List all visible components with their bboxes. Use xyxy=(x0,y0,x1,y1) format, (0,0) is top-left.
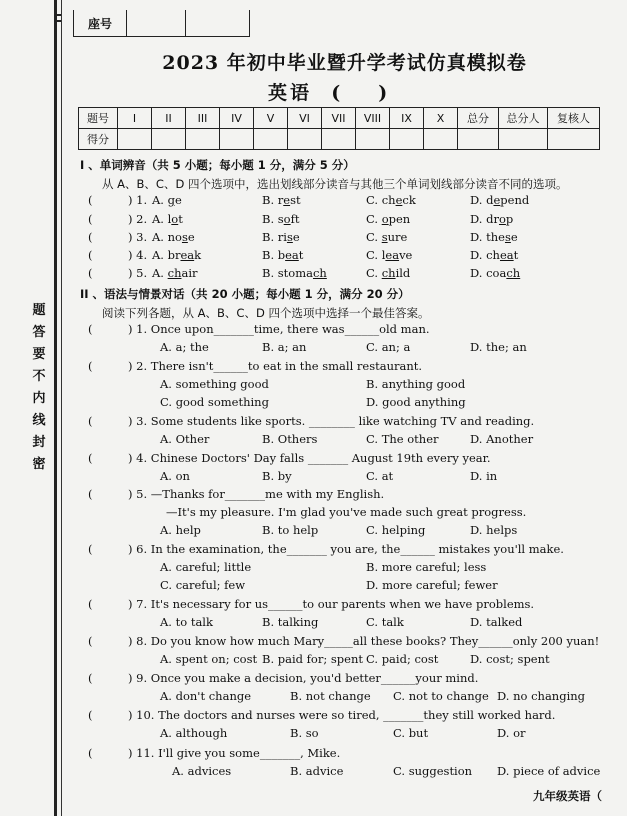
option-b: B. talking xyxy=(262,615,319,629)
mcq-question xyxy=(0,597,627,615)
option-prefix: A. br xyxy=(152,248,181,262)
seal-char: 密 xyxy=(32,457,46,472)
option-b: B. a; an xyxy=(262,340,307,354)
mcq-question xyxy=(0,322,627,340)
question-stem: ) 4. Chinese Doctors' Day falls _______ August 19th every year. xyxy=(128,451,491,465)
option-d xyxy=(470,212,513,226)
option-c: C. suggestion xyxy=(393,764,473,778)
options-row xyxy=(0,652,627,670)
option-suffix: ure xyxy=(387,230,408,244)
option-prefix: C. xyxy=(366,212,382,226)
header-cell: 总分 xyxy=(458,108,499,129)
underlined-letters: s xyxy=(286,230,293,244)
option-b: B. Others xyxy=(262,432,318,446)
options-row xyxy=(0,395,627,413)
option-suffix: st xyxy=(290,193,301,207)
mcq-question xyxy=(0,451,627,469)
option-prefix: D. coa xyxy=(470,266,507,280)
answer-paren: ( xyxy=(88,212,93,226)
option-suffix: ild xyxy=(395,266,411,280)
option-d: D. Another xyxy=(470,432,534,446)
header-cell: III xyxy=(186,108,220,129)
option-b: B. not change xyxy=(290,689,371,703)
option-a: A. spent on; cost xyxy=(160,652,258,666)
option-a: A. don't change xyxy=(160,689,252,703)
header-cell: I xyxy=(118,108,152,129)
option-a: A. to talk xyxy=(160,615,213,629)
seal-char: 题 xyxy=(32,303,46,318)
score-cell xyxy=(118,129,152,150)
options-row xyxy=(0,432,627,450)
option-d: D. cost; spent xyxy=(470,652,550,666)
question-stem: ) 9. Once you make a decision, you'd better______your mind. xyxy=(128,671,479,685)
option-c: C. but xyxy=(393,726,429,740)
option-prefix: D. ch xyxy=(470,248,500,262)
option-prefix: A. l xyxy=(152,212,172,226)
option-suffix: ft xyxy=(290,212,300,226)
header-cell: 复核人 xyxy=(548,108,600,129)
seal-char: 内 xyxy=(32,391,46,406)
answer-paren: ( xyxy=(88,451,93,465)
answer-paren: ( xyxy=(88,487,93,501)
option-prefix: C. l xyxy=(366,248,386,262)
underlined-letters: e xyxy=(493,193,501,207)
option-suffix: p xyxy=(505,212,514,226)
options-row xyxy=(0,469,627,487)
option-d: D. more careful; fewer xyxy=(366,578,498,592)
option-c xyxy=(366,230,407,244)
answer-paren: ( xyxy=(88,597,93,611)
score-cell xyxy=(424,129,458,150)
phonics-question xyxy=(0,212,627,230)
underlined-letters: e xyxy=(283,193,291,207)
part2-instruction: 阅读下列各题，从 A、B、C、D 四个选项中选择一个最佳答案。 xyxy=(102,306,430,320)
question-number: ) 4. xyxy=(128,248,148,262)
question-stem2: —It's my pleasure. I'm glad you've made such great progress. xyxy=(166,505,527,519)
header-cell: X xyxy=(424,108,458,129)
question-stem: ) 11. I'll give you some_______, Mike. xyxy=(128,746,341,760)
question-stem: ) 6. In the examination, the_______ you are, the______ mistakes you'll make. xyxy=(128,542,564,556)
question-stem: ) 8. Do you know how much Mary_____all these books? They______only 200 yuan! xyxy=(128,634,600,648)
header-cell: 题号 xyxy=(79,108,118,129)
options-row xyxy=(0,764,627,782)
option-d: D. no changing xyxy=(497,689,586,703)
score-cell xyxy=(322,129,356,150)
option-b: B. advice xyxy=(290,764,344,778)
question-stem: ) 3. Some students like sports. ________ like watching TV and reading. xyxy=(128,414,535,428)
underlined-letters: ch xyxy=(381,266,396,280)
option-c xyxy=(366,212,410,226)
answer-paren: ( xyxy=(88,634,93,648)
mcq-question xyxy=(0,708,627,726)
question-number: ) 2. xyxy=(128,212,148,226)
score-value-row xyxy=(79,129,600,150)
option-b xyxy=(262,230,300,244)
score-label-cell: 得分 xyxy=(79,129,118,150)
option-c: C. careful; few xyxy=(160,578,246,592)
option-d: D. piece of advice xyxy=(497,764,601,778)
mcq-question xyxy=(0,671,627,689)
option-a: A. Other xyxy=(160,432,210,446)
score-cell xyxy=(499,129,548,150)
answer-paren: ( xyxy=(88,322,93,336)
header-cell: VI xyxy=(288,108,322,129)
header-cell: IV xyxy=(220,108,254,129)
phonics-question xyxy=(0,248,627,266)
option-d: D. talked xyxy=(470,615,523,629)
option-a xyxy=(152,230,195,244)
option-prefix: A. xyxy=(152,193,168,207)
underlined-letters: s xyxy=(504,230,511,244)
option-a xyxy=(152,248,201,262)
header-cell: V xyxy=(254,108,288,129)
seal-char: 答 xyxy=(32,325,46,340)
option-c: C. at xyxy=(366,469,394,483)
option-suffix: e xyxy=(292,230,300,244)
option-d xyxy=(470,266,520,280)
option-prefix: B. stoma xyxy=(262,266,313,280)
question-stem: ) 2. There isn't______to eat in the small restaurant. xyxy=(128,359,423,373)
part1-instruction: 从 A、B、C、D 四个选项中，选出划线部分读音与其他三个单词划线部分读音不同的选项。 xyxy=(102,177,568,191)
option-a: A. advices xyxy=(172,764,232,778)
option-d: D. or xyxy=(497,726,526,740)
question-number: ) 1. xyxy=(128,193,148,207)
option-c: C. an; a xyxy=(366,340,411,354)
mcq-question xyxy=(0,746,627,764)
options-row xyxy=(0,523,627,541)
option-prefix: A. no xyxy=(152,230,182,244)
exam-title: 2023 年初中毕业暨升学考试仿真模拟卷 xyxy=(162,52,527,74)
question-number: ) 5. xyxy=(128,266,148,280)
option-b: B. to help xyxy=(262,523,319,537)
mcq-question xyxy=(0,487,627,505)
header-cell: IX xyxy=(390,108,424,129)
option-a: A. a; the xyxy=(160,340,209,354)
option-c xyxy=(366,248,412,262)
answer-paren: ( xyxy=(88,266,93,280)
option-suffix: e xyxy=(187,230,195,244)
score-cell xyxy=(186,129,220,150)
option-a: A. although xyxy=(160,726,228,740)
option-b xyxy=(262,212,300,226)
seal-char: 线 xyxy=(32,413,46,428)
score-header-row xyxy=(79,108,600,129)
option-suffix: ck xyxy=(402,193,416,207)
options-row xyxy=(0,377,627,395)
subject-paren: ( ) xyxy=(331,82,388,104)
option-c: C. The other xyxy=(366,432,439,446)
underlined-letters: ea xyxy=(285,248,299,262)
question-stem: ) 1. Once upon_______time, there was______old man. xyxy=(128,322,430,336)
option-suffix: k xyxy=(194,248,202,262)
option-c: C. good something xyxy=(160,395,269,409)
underlined-letters: ch xyxy=(312,266,327,280)
score-cell xyxy=(152,129,186,150)
answer-paren: ( xyxy=(88,248,93,262)
option-suffix: t xyxy=(178,212,183,226)
binding-mark xyxy=(55,20,61,22)
option-c xyxy=(366,266,410,280)
option-suffix: t xyxy=(298,248,304,262)
option-suffix: t xyxy=(513,248,519,262)
option-c: C. paid; cost xyxy=(366,652,439,666)
underlined-letters: e xyxy=(395,193,403,207)
underlined-letters: ch xyxy=(506,266,521,280)
answer-paren: ( xyxy=(88,708,93,722)
option-c: C. not to change xyxy=(393,689,489,703)
underlined-letters: ea xyxy=(499,248,514,262)
score-cell xyxy=(356,129,390,150)
underlined-letters: o xyxy=(381,212,389,226)
answer-paren: ( xyxy=(88,746,93,760)
question-stem: ) 10. The doctors and nurses were so tired, _______they still worked hard. xyxy=(128,708,556,722)
option-prefix: B. b xyxy=(262,248,286,262)
underlined-letters: ea xyxy=(180,248,195,262)
underlined-letters: g xyxy=(167,193,175,207)
score-cell xyxy=(288,129,322,150)
seal-char: 不 xyxy=(32,369,46,384)
score-cell xyxy=(220,129,254,150)
option-a: A. help xyxy=(160,523,201,537)
score-cell xyxy=(390,129,424,150)
option-prefix: D. d xyxy=(470,193,494,207)
header-cell: VII xyxy=(322,108,356,129)
header-cell: II xyxy=(152,108,186,129)
option-prefix: D. dr xyxy=(470,212,499,226)
question-stem: ) 7. It's necessary for us______to our parents when we have problems. xyxy=(128,597,535,611)
options-row xyxy=(0,615,627,633)
option-b xyxy=(262,248,303,262)
score-cell xyxy=(458,129,499,150)
underlined-letters: s xyxy=(381,230,388,244)
option-prefix: B. ri xyxy=(262,230,287,244)
mcq-question xyxy=(0,542,627,560)
option-c: C. talk xyxy=(366,615,404,629)
options-row xyxy=(0,560,627,578)
option-b: B. anything good xyxy=(366,377,466,391)
option-b xyxy=(262,193,301,207)
exam-subject xyxy=(268,78,387,105)
seal-char: 封 xyxy=(32,435,46,450)
option-b: B. so xyxy=(290,726,319,740)
score-cell xyxy=(254,129,288,150)
header-cell: VIII xyxy=(356,108,390,129)
answer-paren: ( xyxy=(88,414,93,428)
option-suffix: air xyxy=(181,266,198,280)
option-b xyxy=(262,266,327,280)
seat-cell xyxy=(186,10,244,36)
option-c: C. helping xyxy=(366,523,426,537)
mcq-question xyxy=(0,634,627,652)
answer-paren: ( xyxy=(88,359,93,373)
answer-paren: ( xyxy=(88,230,93,244)
seat-cell xyxy=(127,10,186,36)
option-d: D. in xyxy=(470,469,498,483)
option-b: B. paid for; spent xyxy=(262,652,363,666)
underlined-letters: o xyxy=(171,212,179,226)
score-cell xyxy=(548,129,600,150)
option-prefix: B. s xyxy=(262,212,284,226)
phonics-question xyxy=(0,193,627,211)
underlined-letters: o xyxy=(498,212,506,226)
phonics-question xyxy=(0,230,627,248)
option-b: B. more careful; less xyxy=(366,560,487,574)
question-stem: ) 5. —Thanks for_______me with my English. xyxy=(128,487,385,501)
answer-paren: ( xyxy=(88,193,93,207)
option-d: D. helps xyxy=(470,523,518,537)
option-a xyxy=(152,266,198,280)
seat-number-box xyxy=(73,10,250,37)
options-row xyxy=(0,578,627,596)
option-a xyxy=(152,212,183,226)
options-row xyxy=(0,689,627,707)
option-suffix: pen xyxy=(388,212,411,226)
option-a xyxy=(152,193,182,207)
option-d xyxy=(470,230,518,244)
seat-label: 座号 xyxy=(74,10,127,36)
options-row xyxy=(0,340,627,358)
option-d xyxy=(470,248,518,262)
binding-mark xyxy=(55,14,61,16)
option-prefix: C. xyxy=(366,266,382,280)
option-c xyxy=(366,193,416,207)
option-prefix: C. xyxy=(366,230,382,244)
option-b: B. by xyxy=(262,469,292,483)
score-table xyxy=(78,107,600,150)
option-d: D. good anything xyxy=(366,395,466,409)
option-suffix: pend xyxy=(500,193,530,207)
phonics-question xyxy=(0,266,627,284)
option-d xyxy=(470,193,529,207)
option-a: A. something good xyxy=(160,377,269,391)
header-cell: 总分人 xyxy=(499,108,548,129)
option-a: A. careful; little xyxy=(160,560,252,574)
underlined-letters: ch xyxy=(167,266,182,280)
underlined-letters: ea xyxy=(385,248,400,262)
subject-name: 英语 xyxy=(268,82,313,104)
question-number: ) 3. xyxy=(128,230,148,244)
option-suffix: ve xyxy=(399,248,413,262)
options-row xyxy=(0,726,627,744)
seal-char: 要 xyxy=(32,347,46,362)
option-d: D. the; an xyxy=(470,340,527,354)
answer-paren: ( xyxy=(88,671,93,685)
mcq-question xyxy=(0,414,627,432)
answer-paren: ( xyxy=(88,542,93,556)
option-prefix: B. r xyxy=(262,193,284,207)
option-prefix: C. ch xyxy=(366,193,396,207)
option-suffix: e xyxy=(510,230,518,244)
option-suffix: e xyxy=(175,193,182,207)
option-prefix: D. the xyxy=(470,230,505,244)
mcq-question xyxy=(0,359,627,377)
part2-heading: II 、语法与情景对话（共 20 小题；每小题 1 分，满分 20 分） xyxy=(80,287,410,301)
underlined-letters: s xyxy=(181,230,188,244)
option-a: A. on xyxy=(160,469,190,483)
question-stem-line2 xyxy=(0,505,627,523)
option-prefix: A. xyxy=(152,266,168,280)
underlined-letters: o xyxy=(283,212,291,226)
page-footer: 九年级英语（ xyxy=(533,789,602,803)
part1-heading: I 、单词辨音（共 5 小题；每小题 1 分，满分 5 分） xyxy=(80,158,355,172)
